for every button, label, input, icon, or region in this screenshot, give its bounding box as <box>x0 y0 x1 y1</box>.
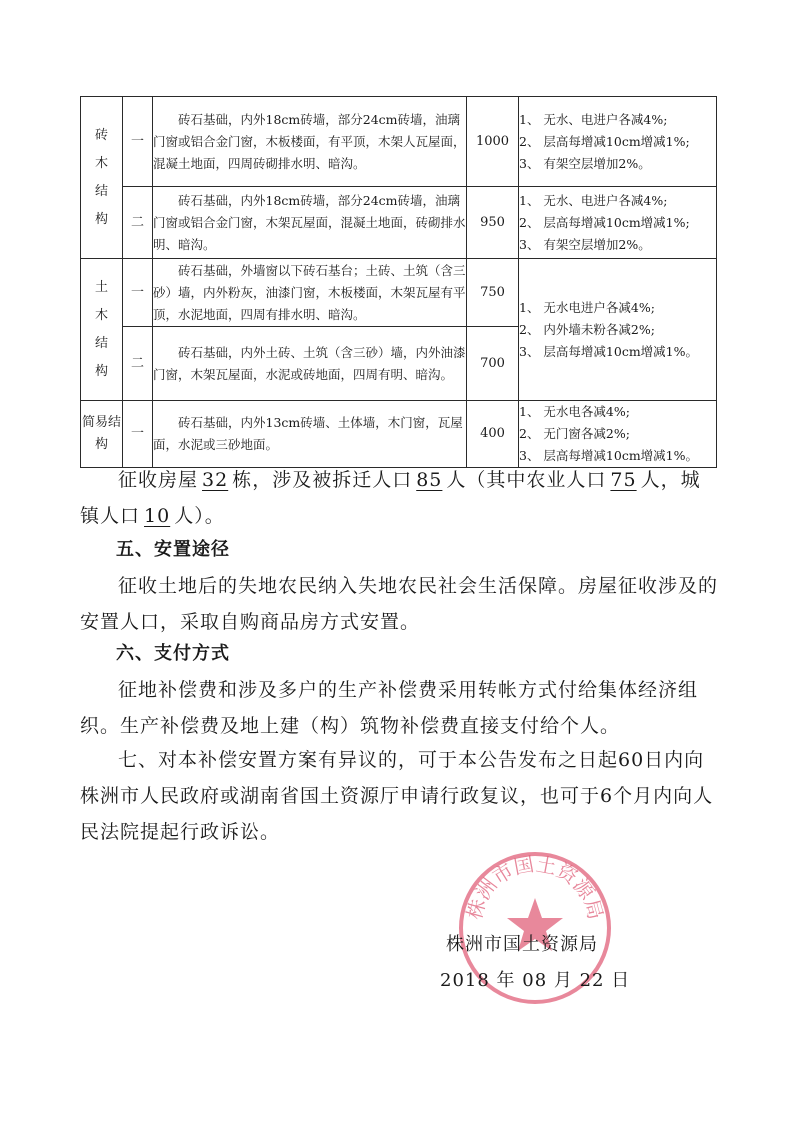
price-cell: 1000 <box>467 97 519 187</box>
urban-count: 10 <box>144 505 171 527</box>
price-cell: 750 <box>467 259 519 327</box>
agricultural-count: 75 <box>610 469 637 491</box>
adjustment-cell: 1、 无水电各减4%; 2、 无门窗各减2%; 3、 层高每增减10cm增减1%。 <box>519 401 717 468</box>
grade-cell: 一 <box>123 97 153 187</box>
grade-cell: 一 <box>123 401 153 468</box>
relocation-stats-paragraph: 征收房屋 32 栋，涉及被拆迁人口 85 人（其中农业人口 75 人，城镇人口 10 人）。 <box>80 469 701 527</box>
compensation-standard-table <box>80 96 717 468</box>
adjustment-cell: 1、 无水电进户各减4%; 2、 内外墙未粉各减2%; 3、 层高每增减10cm增减1%。 <box>519 259 717 401</box>
table-row <box>81 97 717 187</box>
grade-cell: 二 <box>123 327 153 401</box>
structure-category-cell: 简易结构 <box>81 401 123 468</box>
price-cell: 700 <box>467 327 519 401</box>
people-count: 85 <box>416 469 443 491</box>
grade-cell: 一 <box>123 259 153 327</box>
price-cell: 950 <box>467 187 519 259</box>
section-6-body: 征地补偿费和涉及多户的生产补偿费采用转帐方式付给集体经济组织。生产补偿费及地上建（构）筑物补偿费直接支付给个人。 <box>80 679 699 737</box>
description-cell: 砖石基础，内外18cm砖墙，部分24cm砖墙，油璃门窗或铝合金门窗，木板楼面，有平顶，木架人瓦屋面，混凝土地面，四周砖砌排水明、暗沟。 <box>153 97 467 187</box>
section-7-body: 七、对本补偿安置方案有异议的，可于本公告发布之日起60日内向株洲市人民政府或湖南省国土资源厅申请行政复议，也可于6个月内向人民法院提起行政诉讼。 <box>80 749 714 843</box>
section-6-heading: 六、支付方式 <box>116 643 230 664</box>
grade-cell: 二 <box>123 187 153 259</box>
price-cell: 400 <box>467 401 519 468</box>
description-cell: 砖石基础，内外13cm砖墙、土体墙，木门窗，瓦屋面，水泥或三砂地面。 <box>153 401 467 468</box>
table-row <box>81 401 717 468</box>
adjustment-cell: 1、 无水、电进户各减4%; 2、 层高每增减10cm增减1%; 3、 有架空层增加2%。 <box>519 187 717 259</box>
description-cell: 砖石基础，外墙窗以下砖石基台；土砖、土筑（含三砂）墙，内外粉灰，油漆门窗，木板楼面，木架瓦屋有平顶，水泥地面，四周有排水明、暗沟。 <box>153 259 467 327</box>
issuing-organization: 株洲市国土资源局 <box>446 934 598 955</box>
seal-text: 株洲市国土资源局 <box>461 851 609 922</box>
structure-category-cell: 土木结构 <box>81 259 123 401</box>
section-5-body: 征收土地后的失地农民纳入失地农民社会生活保障。房屋征收涉及的安置人口，采取自购商品房方式安置。 <box>80 575 719 633</box>
description-cell: 砖石基础，内外18cm砖墙，部分24cm砖墙，油璃门窗或铝合金门窗，木架瓦屋面，混凝土地面，砖砌排水明、暗沟。 <box>153 187 467 259</box>
table-row <box>81 259 717 327</box>
issue-date: 2018 年 08 月 22 日 <box>440 970 631 991</box>
adjustment-cell: 1、 无水、电进户各减4%; 2、 层高每增减10cm增减1%; 3、 有架空层增加2%。 <box>519 97 717 187</box>
houses-count: 32 <box>202 469 229 491</box>
section-5-heading: 五、安置途径 <box>116 539 230 560</box>
table-row <box>81 187 717 259</box>
description-cell: 砖石基础，内外土砖、土筑（含三砂）墙，内外油漆门窗，木架瓦屋面，水泥或砖地面，四周有明、暗沟。 <box>153 327 467 401</box>
structure-category-cell: 砖木结构 <box>81 97 123 259</box>
